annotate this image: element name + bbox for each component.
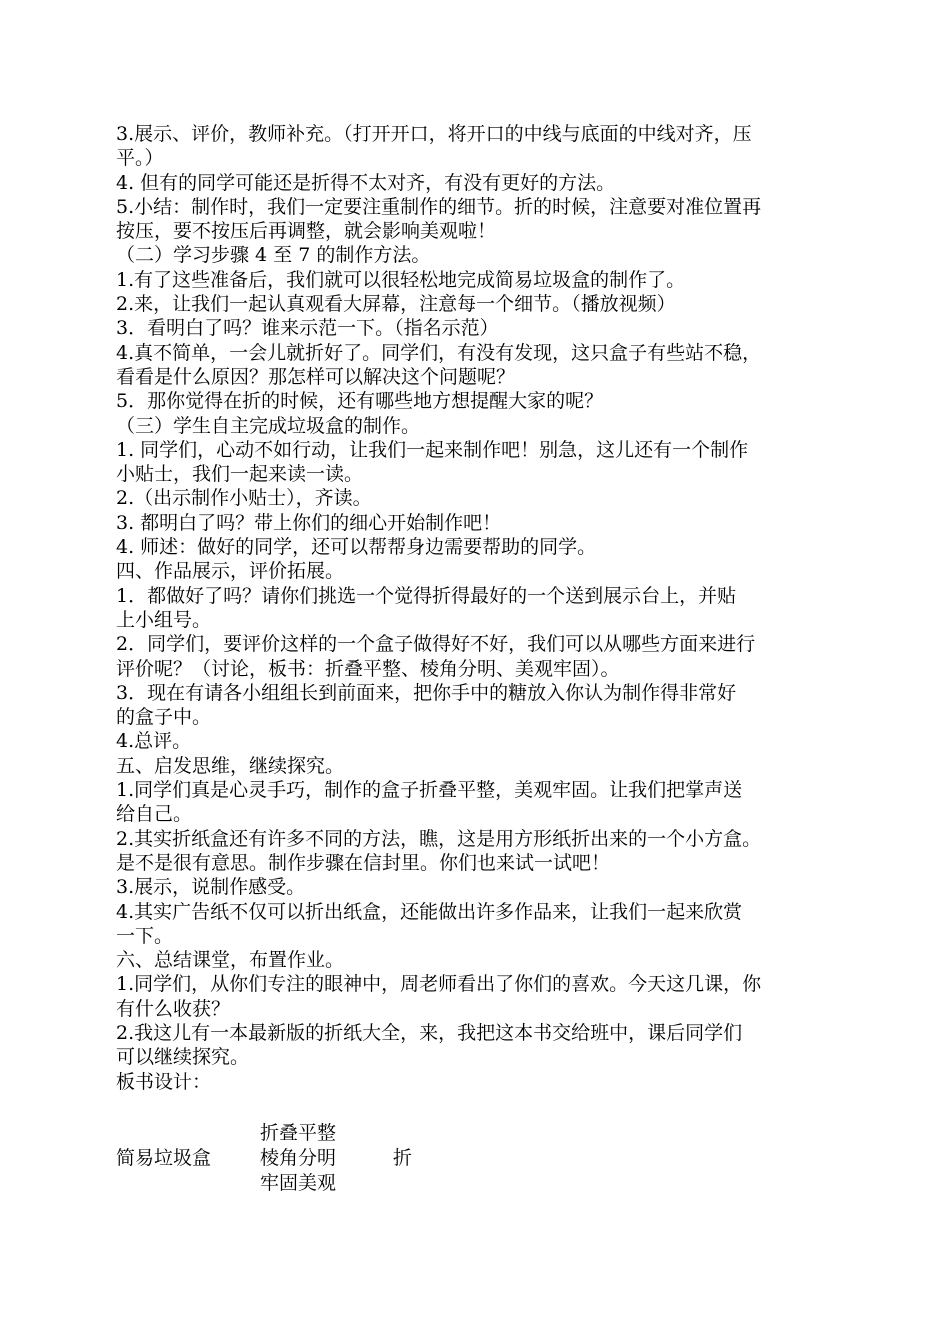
text-line: 给自己。 [116,803,193,826]
board-item-flat-fold: 折叠平整 [260,1122,337,1144]
board-title: 简易垃圾盒 [116,1147,212,1169]
text-line: 1. 同学们，心动不如行动，让我们一起来制作吧！别急，这儿还有一个制作 [116,438,749,461]
text-line: 4. 师述：做好的同学，还可以帮帮身边需要帮助的同学。 [116,536,597,559]
text-line: 4.其实广告纸不仅可以折出纸盒，还能做出许多作品来，让我们一起来欣赏 [116,900,743,923]
text-line: 5.小结：制作时，我们一定要注重制作的细节。折的时候，注意要对准位置再 [116,195,762,218]
board-side-label: 折 [393,1147,413,1169]
text-line: 2.其实折纸盒还有许多不同的方法，瞧，这是用方形纸折出来的一个小方盒。 [116,827,762,850]
text-line: 的盒子中。 [116,706,212,729]
board-design [116,1121,516,1201]
section-heading: 六、总结课堂，布置作业。 [116,949,345,972]
text-line: 可以继续探究。 [116,1046,250,1069]
section-heading: 五、启发思维，继续探究。 [116,754,345,777]
board-item-sharp-edges: 棱角分明 [260,1147,337,1169]
text-line: 4. 但有的同学可能还是折得不太对齐，有没有更好的方法。 [116,171,616,194]
text-line: 1.同学们真是心灵手巧，制作的盒子折叠平整，美观牢固。让我们把掌声送 [116,779,743,802]
text-line: 3．看明白了吗？谁来示范一下。（指名示范） [116,317,499,340]
text-line: 小贴士，我们一起来读一读。 [116,463,364,486]
text-line: 2.（出示制作小贴士），齐读。 [116,487,372,510]
text-line: 1.有了这些准备后，我们就可以很轻松地完成简易垃圾盒的制作了。 [116,268,686,291]
text-line: 3.展示，说制作感受。 [116,876,306,899]
text-line: 2.我这儿有一本最新版的折纸大全，来，我把这本书交给班中，课后同学们 [116,1021,743,1044]
text-line: 1.同学们，从你们专注的眼神中，周老师看出了你们的喜欢。今天这几课，你 [116,973,762,996]
board-item-sturdy: 牢固美观 [260,1172,337,1194]
text-line: 2．同学们，要评价这样的一个盒子做得好不好，我们可以从哪些方面来进行 [116,633,756,656]
text-line: 3.展示、评价，教师补充。（打开开口，将开口的中线与底面的中线对齐，压 [116,123,752,145]
text-line: 4.总评。 [116,730,192,753]
text-line: 5．那你觉得在折的时候，还有哪些地方想提醒大家的呢？ [116,390,604,413]
text-line: 2.来，让我们一起认真观看大屏幕，注意每一个细节。（播放视频） [116,293,676,316]
text-line: 是不是很有意思。制作步骤在信封里。你们也来试一试吧！ [116,851,611,874]
document-body [116,122,838,1094]
section-heading: 四、作品展示，评价拓展。 [116,560,345,583]
text-line: 一下。 [116,924,174,947]
text-line: 1．都做好了吗？请你们挑选一个觉得折得最好的一个送到展示台上，并贴 [116,584,737,607]
section-heading: （三）学生自主完成垃圾盒的制作。 [116,414,421,437]
text-line: 平。） [116,147,164,170]
text-line: 上小组号。 [116,608,212,631]
text-line: 按压，要不按压后再调整，就会影响美观啦！ [116,220,497,243]
text-line: 有什么收获？ [116,997,231,1020]
text-line: 评价呢？（讨论，板书：折叠平整、棱角分明、美观牢固）。 [116,657,620,680]
section-heading: （二）学习步骤 4 至 7 的制作方法。 [116,244,431,267]
text-line: 4.真不简单，一会儿就折好了。同学们，有没有发现，这只盒子有些站不稳， [116,341,762,364]
text-line: 3. 都明白了吗？带上你们的细心开始制作吧！ [116,511,502,534]
text-line: 看看是什么原因？那怎样可以解决这个问题呢？ [116,365,516,388]
text-line: 3．现在有请各小组组长到前面来，把你手中的糖放入你认为制作得非常好 [116,681,737,704]
board-design-heading: 板书设计： [116,1070,212,1093]
